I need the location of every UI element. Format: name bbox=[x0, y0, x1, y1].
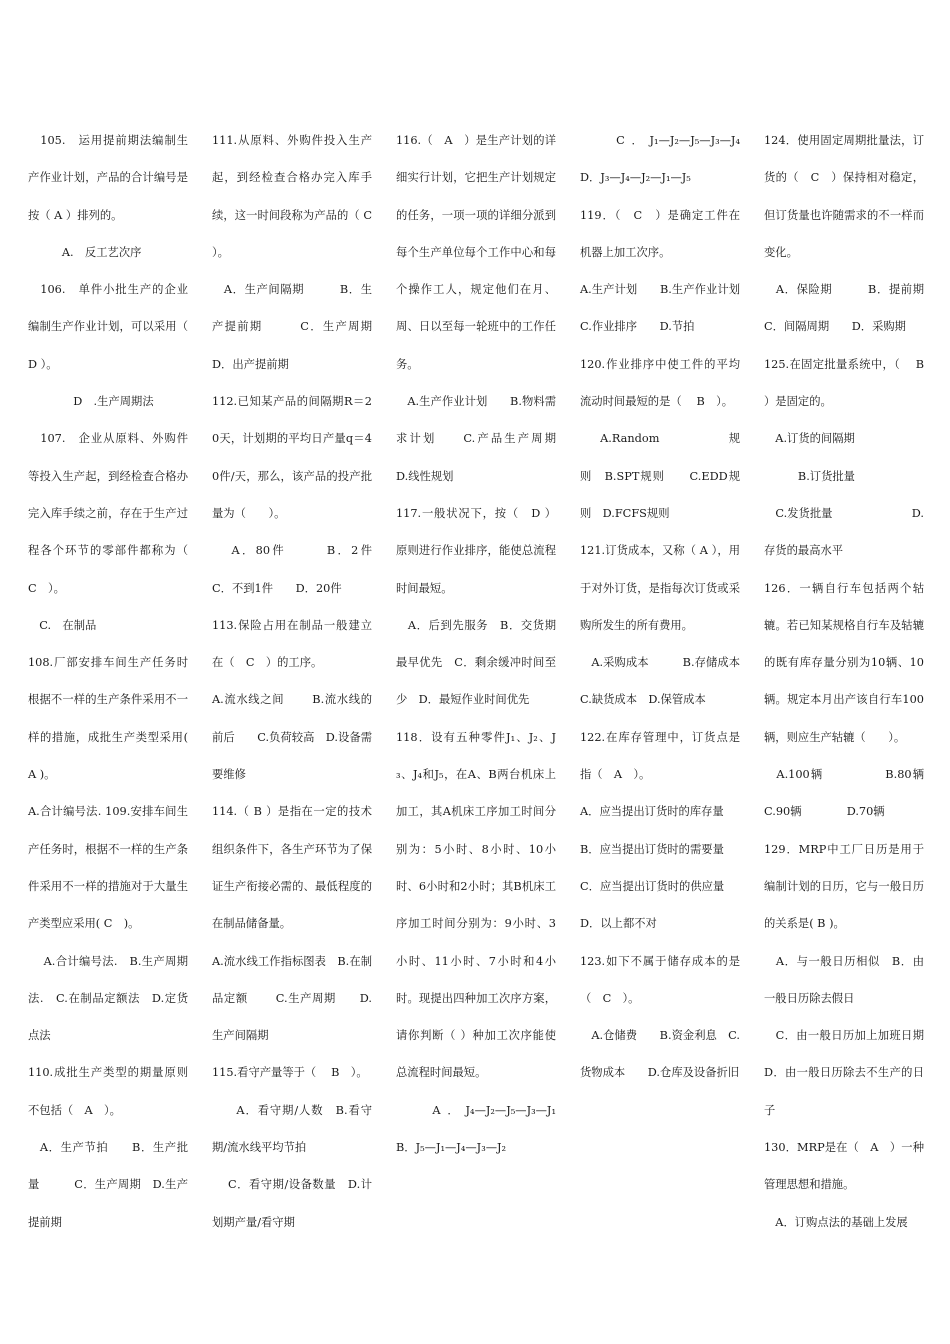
question-text: A．与一般日历相似 B．由一般日历除去假日 bbox=[764, 954, 924, 1005]
question-text: 116.（ A ）是生产计划的详细实行计划，它把生产计划规定的任务，一项一项的详细分派到每个生产单位每个工作中心和每个操作工人，规定他们在月、周、日以至每一轮班中的工作任务。 bbox=[396, 134, 556, 371]
question-text: A.流水线工作指标图表 B.在制品定额 C.生产周期 D.生产间隔期 bbox=[212, 954, 372, 1043]
text-column-1 bbox=[28, 122, 203, 1241]
question-text: 119．（ C ）是确定工件在机器上加工次序。 bbox=[580, 208, 740, 259]
question-text: A．J₄—J₂—J₅—J₃—J₁ B．J₅—J₁—J₄—J₃—J₂ bbox=[396, 1103, 568, 1155]
question-text: A.生产作业计划 B.物料需求计划 C.产品生产周期 D.线性规划 bbox=[396, 395, 579, 483]
question-text: A.合计编号法. 109.安排车间生产任务时，根据不一样的生产条件采用不一样的措施对于大量生产类型应采用( C )。 bbox=[28, 805, 188, 931]
question-text: 126．一辆自行车包括两个轱辘。若已知某规格自行车及轱辘的既有库存量分别为10辆、10辆。规定本月出产该自行车100辆，则应生产轱辘（ ）。 bbox=[764, 581, 924, 744]
question-text: 118．设有五种零件J₁、J₂、J₃、J₄和J₅，在A、B两台机床上加工，其A机床工序加工时间分别为：5小时、8小时、10小时、6小时和2小时；其B机床工序加工时间分别为：9小时、3小时、11小时、7小时和4小时。现提出四种加工次序方案，请你判断（ ）种加工次序能使总流程时间最短。 bbox=[396, 730, 556, 1080]
question-text: B．应当提出订货时的需要量 bbox=[580, 842, 724, 856]
question-text: D .生产周期法 bbox=[28, 395, 154, 409]
question-text: 120.作业排序中使工件的平均流动时间最短的是（ B ）。 bbox=[580, 357, 740, 409]
question-text: 107. 企业从原料、外购件等投入生产起，到经检查合格办完入库手续之前，存在于生产过程各个环节的零部件都称为（ C ）。 bbox=[28, 432, 203, 595]
question-text: A. 反工艺次序 bbox=[28, 245, 142, 259]
question-text: A．保险期 B．提前期 C．间隔周期 D．采购期 bbox=[764, 283, 936, 334]
question-text: C.发货批量 D.存货的最高水平 bbox=[764, 506, 924, 558]
question-text: A．生产间隔期 B．生产提前期 C．生产周期 D．出产提前期 bbox=[212, 283, 395, 371]
question-text: 106. 单件小批生产的企业编制生产作业计划，可以采用（ D ）。 bbox=[28, 283, 188, 371]
question-text: 108.厂部安排车间生产任务时根据不一样的生产条件采用不一样的措施，成批生产类型采用( A )。 bbox=[28, 656, 188, 782]
question-text: 117.一般状况下，按（ D ）原则进行作业排序，能使总流程时间最短。 bbox=[396, 506, 556, 595]
question-text: A．生产节拍 B．生产批量 C．生产周期 D.生产提前期 bbox=[28, 1141, 188, 1229]
question-text: 122.在库存管理中，订货点是指（ A ）。 bbox=[580, 730, 740, 782]
question-text: A.Random 规 则 B.SPT规则 C.EDD规则 D.FCFS规则 bbox=[580, 432, 774, 520]
question-text: A.流水线之间 B.流水线的前后 C.负荷较高 D.设备需要维修 bbox=[212, 693, 372, 782]
question-text: 112.已知某产品的间隔期R＝20天，计划期的平均日产量q＝40件/天，那么，该产品的投产批量为（ ）。 bbox=[212, 395, 372, 520]
question-text: A．80件 B．2件 C．不到1件 D．20件 bbox=[212, 544, 384, 595]
question-text: 105. 运用提前期法编制生产作业计划，产品的合计编号是按（ A ）排列的。 bbox=[28, 134, 188, 222]
question-text: 124．使用固定周期批量法，订货的（ C ）保持相对稳定，但订货量也许随需求的不一样而变化。 bbox=[764, 134, 924, 259]
question-text: 111.从原料、外购件投入生产起，到经检查合格办完入库手续，这一时间段称为产品的（ C ）。 bbox=[212, 134, 372, 259]
question-text: C．看守期/设备数量 D.计划期产量/看守期 bbox=[212, 1178, 372, 1229]
question-text: A.采购成本 B.存储成本 C.缺货成本 D.保管成本 bbox=[580, 656, 774, 707]
question-text: A.100辆 B.80辆 C.90辆 D.70辆 bbox=[764, 768, 936, 819]
question-text: 130．MRP是在（ A ）一种管理思想和措施。 bbox=[764, 1141, 924, 1192]
question-text: 110.成批生产类型的期量原则不包括（ A ）。 bbox=[28, 1066, 188, 1117]
question-text: B.订货批量 bbox=[764, 469, 855, 483]
question-text: A．订购点法的基础上发展 bbox=[764, 1215, 908, 1229]
question-text: A．看守期/人数 B.看守期/流水线平均节拍 bbox=[212, 1103, 372, 1155]
question-text: 125.在固定批量系统中，（ B ）是固定的。 bbox=[764, 357, 947, 409]
text-column-4 bbox=[580, 122, 774, 1092]
question-text: D．以上都不对 bbox=[580, 917, 657, 931]
question-text: C．应当提出订货时的供应量 bbox=[580, 879, 725, 893]
question-text: A.订货的间隔期 bbox=[764, 432, 855, 446]
question-text: A．后到先服务 B．交货期最早优先 C．剩余缓冲时间至少 D．最短作业时间优先 bbox=[396, 618, 556, 707]
question-text: 123.如下不属于储存成本的是（ C ）。 bbox=[580, 954, 740, 1005]
question-text: 113.保险占用在制品一般建立在（ C ）的工序。 bbox=[212, 618, 372, 670]
question-text: 129．MRP中工厂日历是用于编制计划的日历，它与一般日历的关系是( B )。 bbox=[764, 842, 924, 931]
question-text: C．由一般日历加上加班日期 D．由一般日历除去不生产的日子 bbox=[764, 1029, 947, 1117]
question-text: A.生产计划 B.生产作业计划 C.作业排序 D.节拍 bbox=[580, 283, 763, 334]
question-text: 115.看守产量等于（ B ）。 bbox=[212, 1066, 368, 1080]
text-column-2 bbox=[212, 122, 395, 1241]
question-text: A.合计编号法. B.生产周期法. C.在制品定额法 D.定货点法 bbox=[28, 954, 188, 1043]
question-text: A．应当提出订货时的库存量 bbox=[580, 805, 724, 819]
question-text: A.仓储费 B.资金利息 C.货物成本 D.仓库及设备折旧 bbox=[580, 1029, 740, 1080]
question-text: C．J₁—J₂—J₅—J₃—J₄ D．J₃—J₄—J₂—J₁—J₅ bbox=[580, 134, 752, 185]
question-text: C. 在制品 bbox=[28, 618, 97, 632]
question-text: 114.（ B ）是指在一定的技术组织条件下，各生产环节为了保证生产衔接必需的、最低程度的在制品储备量。 bbox=[212, 805, 372, 931]
text-column-5 bbox=[764, 122, 947, 1241]
question-text: 121.订货成本，又称（ A ），用于对外订货，是指每次订货或采购所发生的所有费用。 bbox=[580, 544, 740, 632]
text-column-3 bbox=[396, 122, 579, 1166]
